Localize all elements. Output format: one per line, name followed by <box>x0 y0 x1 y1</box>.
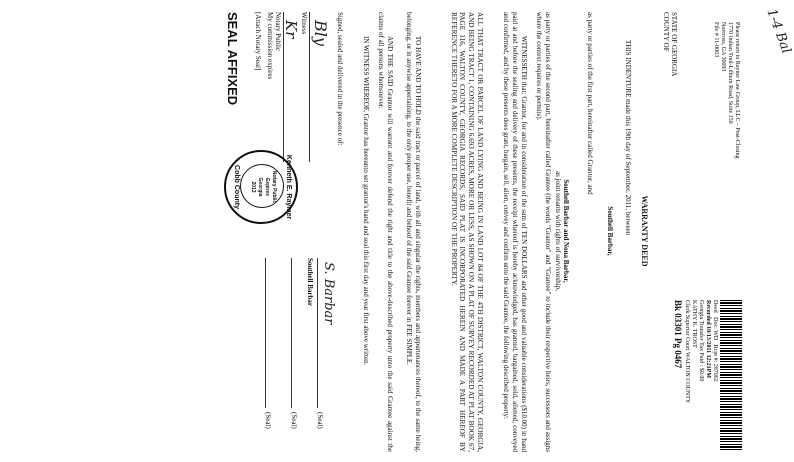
grantee-role <box>534 12 552 452</box>
handwritten-mark: 1-4 Bal <box>763 6 794 56</box>
notary-seal-line2: Expires <box>264 177 270 197</box>
grantee-role-text: as party or parties of the second part, hereinafter called Grantee (the words "Grantor" and "Grantee" to include their respective heirs, successors and assigns where the context requires or permits). <box>535 12 552 452</box>
notary-line <box>283 12 284 162</box>
habendum-text: TO HAVE AND TO HOLD the said tract or parcel of land, with all and singular the rights, members and appurtenances thereof, to the same being, belonging, or in anywise appertaining, to the only proper use, benefit and behoof of the said Grantee forever in FEE SIMPLE. <box>405 12 422 452</box>
notary-seal-county: Cobb County <box>233 165 240 209</box>
grantee-name: Southell Barbar and Nona Barbar, <box>562 179 570 283</box>
return-line: 1770 Indian Trail-Lilburn Road, Suite 150 <box>727 22 733 124</box>
commission-expires: My commission expires <box>266 12 274 80</box>
return-line: Norcross, GA 30093 <box>720 22 726 72</box>
witness-line <box>309 12 310 162</box>
doc-label: Doc: WD <box>712 317 718 341</box>
legal-description <box>449 12 484 452</box>
deed-title: WARRANTY DEED <box>640 195 649 267</box>
recording-text <box>672 300 718 460</box>
signer-name: Southell Barbar <box>306 258 314 307</box>
deed-label: Deed <box>712 300 718 313</box>
signature-line <box>317 258 318 408</box>
county-line: COUNTY OF <box>662 12 670 52</box>
notary-seal <box>224 150 298 224</box>
legal-description-text: ALL THAT TRACT OR PARCEL OF LAND LYING AND BEING IN LAND LOT 84 OF THE 4TH DISTRICT, WALTON COUNTY, GEORGIA, AND BEING TRACT 1, CONTAINING 6.693 ACRES, MORE OR LESS, AS SHOWN ON A PLAT OF SURVEY RECORDED AT PLAT BOOK 67, PAGE 116, WALTON COUNTY, GEORGIA RECORDS, SAID PLAT IS INCORPORATED HEREIN AND MADE A PART HEREOF BY REFERENCE THERETO FOR A MORE COMPLETE DESCRIPTION OF THE PROPERTY. <box>449 12 484 452</box>
seal-label: (Seal) <box>316 412 324 429</box>
in-witness-text: IN WITNESS WHEREOF, Grantor has hereunto set grantor's hand and seal this first day and year first above written. <box>362 36 370 366</box>
notary-seal-line1: Notary Public <box>271 170 277 204</box>
notary-seal-name: Kenneth E. Raymer <box>285 154 292 220</box>
receipt-number: Rcpt #: 287062 <box>712 344 718 382</box>
grantor-name: Southell Barbar, <box>606 206 614 256</box>
notary-seal-line4: 2013 <box>250 181 256 193</box>
transfer-tax: Georgia Transfer Tax Paid : $0.00 <box>698 300 704 382</box>
witnesseth-text: WITNESSETH that: Grantor, for and in consideration of the sum of TEN DOLLARS and other good and valuable considerations ($10.00) in hand paid at and before the sealing and delivery of these presents, the receipt whereof is hereby acknowledged, has granted, bargained, sold, aliened, conveyed and confirmed, and by these presents does grant, bargain, sell, alien, convey and confirm unto the said Grantee, the following described property: <box>502 12 528 452</box>
return-line: File # 11-0063 <box>713 22 719 58</box>
notary-signature: Kr <box>282 20 300 39</box>
witness-label: Witness <box>300 12 308 35</box>
in-witness <box>361 12 370 452</box>
return-line: Please return to Rayner Law Group, LLC – Post-Closing <box>734 22 740 159</box>
seal-label: (Seal) <box>264 412 272 429</box>
notary-seal-line3: Georgia <box>257 177 263 197</box>
signed-sealed: Signed, sealed and delivered in the presence of: <box>336 12 344 146</box>
warranty-clause <box>376 12 394 452</box>
indenture-intro: THIS INDENTURE made this 19th day of September, 2011, between <box>624 40 632 236</box>
book-page: Bk 03301 Pg 0467 <box>673 300 683 369</box>
signature-line <box>265 258 266 408</box>
clerk-name: KATHY K. TROST <box>691 300 697 348</box>
notary-public-label: Notary Public <box>274 12 282 52</box>
grantor-role: as party or parties of the first part, hereinafter called Grantor, and <box>586 12 594 195</box>
witness-signature: Bly <box>311 20 330 46</box>
warranty-text: AND THE SAID Grantor will warrant and forever defend the right and title to the above-described property unto the said Grantee against the claims of all persons whomsoever. <box>377 12 394 452</box>
signature-line <box>291 258 292 408</box>
seal-affixed: SEAL AFFIXED <box>225 12 240 106</box>
attach-seal: [Attach Notary Seal] <box>254 12 262 71</box>
seal-label: (Seal) <box>290 412 298 429</box>
clerk-court: Clerk Superior Court WALTON COUNTY <box>684 300 690 404</box>
grantee-tenancy: as joint tenants with rights of survivorship, <box>554 171 562 291</box>
state-line: STATE OF GEORGIA <box>670 12 678 77</box>
barcode <box>720 300 742 450</box>
witnesseth <box>502 12 528 452</box>
grantor-signature: S. Barbar <box>321 262 336 325</box>
return-address <box>712 22 740 222</box>
recorded-stamp: Recorded 10/13/2011 12:21PM <box>705 300 711 378</box>
habendum <box>404 12 422 452</box>
